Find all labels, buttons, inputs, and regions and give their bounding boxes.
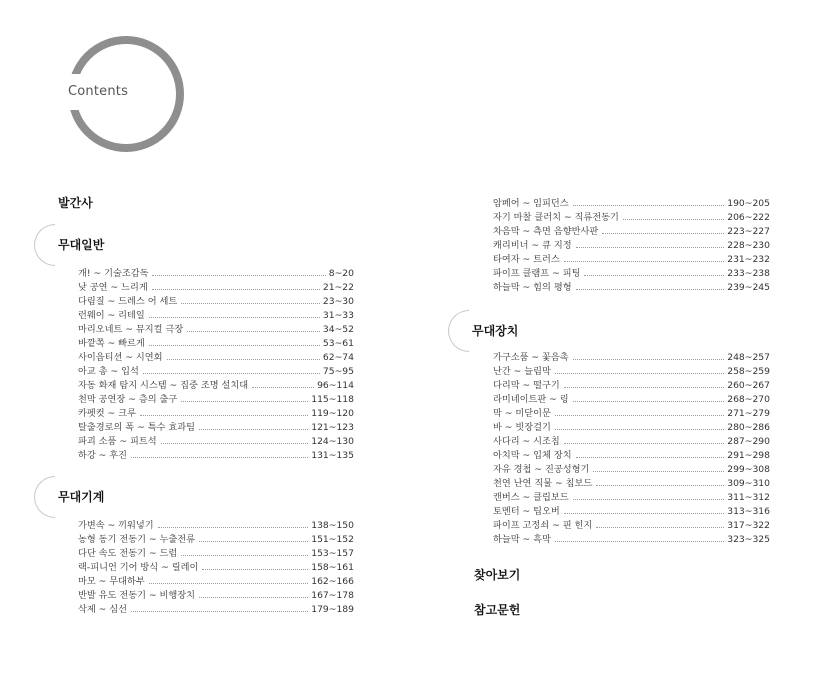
toc-entry-pages: 248~257: [727, 352, 770, 363]
toc-entry-pages: 260~267: [727, 380, 770, 391]
toc-entry-pages: 309~310: [727, 478, 770, 489]
dot-leader: [564, 261, 724, 262]
toc-entry-pages: 121~123: [311, 422, 354, 433]
toc-entry-title: 농형 동기 전동기 ~ 누출전류: [78, 534, 196, 545]
toc-entry-title: 캔버스 ~ 클립보드: [493, 492, 569, 503]
dot-leader: [149, 583, 308, 584]
toc-entry-pages: 151~152: [311, 534, 354, 545]
dot-leader: [140, 415, 308, 416]
dot-leader: [199, 429, 308, 430]
toc-entry-pages: 8~20: [328, 268, 354, 279]
toc-entry-pages: 96~114: [317, 380, 354, 391]
toc-entry-title: 토멘터 ~ 팁오버: [493, 506, 560, 517]
toc-entry-title: 사이읍티션 ~ 시연회: [78, 352, 163, 363]
toc-entry-pages: 21~22: [322, 282, 354, 293]
dot-leader: [199, 597, 308, 598]
toc-entry-title: 하늘막 ~ 힘의 평형: [493, 282, 572, 293]
toc-entry-pages: 323~325: [727, 534, 770, 545]
toc-entry[interactable]: [78, 517, 354, 531]
toc-entry[interactable]: [493, 195, 770, 209]
toc-entry[interactable]: [78, 335, 354, 349]
toc-entry-title: 탈출경로의 폭 ~ 특수 효과팀: [78, 422, 196, 433]
toc-entry[interactable]: [493, 447, 770, 461]
toc-entry-pages: 119~120: [311, 408, 354, 419]
dot-leader: [584, 275, 724, 276]
dot-leader: [555, 541, 724, 542]
toc-entry-pages: 53~61: [322, 338, 354, 349]
toc-entry-title: 파이프 클램프 ~ 피팅: [493, 268, 581, 279]
toc-entry[interactable]: [78, 293, 354, 307]
toc-entry-title: 자동 화재 탐지 시스템 ~ 집중 조명 설치대: [78, 380, 249, 391]
toc-entry[interactable]: [493, 489, 770, 503]
toc-entry[interactable]: [493, 405, 770, 419]
toc-entry-pages: 313~316: [727, 506, 770, 517]
toc-entry-pages: 179~189: [311, 604, 354, 615]
toc-entry-pages: 138~150: [311, 520, 354, 531]
toc-entry-title: 반발 유도 전동기 ~ 비행장치: [78, 590, 196, 601]
toc-entry-title: 삭제 ~ 심선: [78, 604, 128, 615]
toc-entry[interactable]: [78, 545, 354, 559]
toc-entry-title: 바깥쪽 ~ 빠르게: [78, 338, 145, 349]
dot-leader: [202, 569, 308, 570]
toc-entry[interactable]: [493, 517, 770, 531]
toc-entry-title: 차음막 ~ 측면 음향반사판: [493, 226, 599, 237]
toc-entry-title: 천연 난연 직물 ~ 칩보드: [493, 478, 593, 489]
toc-entry-title: 타여자 ~ 트러스: [493, 254, 560, 265]
dot-leader: [573, 499, 725, 500]
toc-entry[interactable]: [493, 461, 770, 475]
preface-link[interactable]: 발간사: [58, 196, 93, 210]
index-link[interactable]: 찾아보기: [474, 568, 521, 582]
toc-entry[interactable]: [78, 573, 354, 587]
toc-entry-title: 아치막 ~ 입체 장치: [493, 450, 572, 461]
toc-entry-pages: 231~232: [727, 254, 770, 265]
dot-leader: [143, 373, 320, 374]
dot-leader: [149, 345, 320, 346]
dot-leader: [596, 527, 724, 528]
dot-leader: [181, 303, 320, 304]
toc-entry[interactable]: [493, 265, 770, 279]
toc-entry-title: 자유 경첩 ~ 진공성형기: [493, 464, 590, 475]
toc-entry-title: 사다리 ~ 시조칩: [493, 436, 560, 447]
toc-list-stage-machinery: [78, 517, 354, 615]
dot-leader: [555, 373, 724, 374]
toc-entry[interactable]: [78, 377, 354, 391]
toc-entry-pages: 311~312: [727, 492, 770, 503]
toc-entry-pages: 75~95: [322, 366, 354, 377]
toc-entry-pages: 190~205: [727, 198, 770, 209]
toc-entry-title: 라미네이트판 ~ 링: [493, 394, 569, 405]
dot-leader: [596, 485, 724, 486]
dot-leader: [131, 457, 308, 458]
logo-text: Contents: [68, 84, 129, 99]
toc-entry[interactable]: [493, 377, 770, 391]
dot-leader: [152, 289, 320, 290]
toc-entry-pages: 317~322: [727, 520, 770, 531]
dot-leader: [623, 219, 724, 220]
toc-entry-title: 가구소품 ~ 꽃음촉: [493, 352, 569, 363]
dot-leader: [555, 429, 724, 430]
toc-entry-title: 파이프 고정쇠 ~ 핀 힌지: [493, 520, 593, 531]
toc-entry[interactable]: [493, 237, 770, 251]
dot-leader: [181, 555, 308, 556]
dot-leader: [564, 513, 724, 514]
toc-entry-pages: 228~230: [727, 240, 770, 251]
dot-leader: [602, 233, 724, 234]
toc-entry-pages: 34~52: [322, 324, 354, 335]
toc-entry[interactable]: [493, 223, 770, 237]
toc-entry-title: 다림질 ~ 드레스 어 세트: [78, 296, 178, 307]
toc-entry[interactable]: [493, 251, 770, 265]
dot-leader: [252, 387, 314, 388]
toc-entry[interactable]: [493, 363, 770, 377]
dot-leader: [181, 401, 308, 402]
toc-entry-pages: 287~290: [727, 436, 770, 447]
toc-entry-pages: 167~178: [311, 590, 354, 601]
toc-entry[interactable]: [78, 447, 354, 461]
toc-entry[interactable]: [493, 433, 770, 447]
toc-entry-title: 다단 속도 전동기 ~ 드럼: [78, 548, 178, 559]
toc-entry-title: 낮 공연 ~ 느리게: [78, 282, 148, 293]
toc-list-stage-general: [78, 265, 354, 461]
toc-entry-pages: 299~308: [727, 464, 770, 475]
section-title: 무대일반: [58, 238, 105, 252]
toc-entry-pages: 153~157: [311, 548, 354, 559]
toc-entry-title: 막 ~ 미닫이문: [493, 408, 551, 419]
toc-entry-pages: 124~130: [311, 436, 354, 447]
toc-entry-pages: 280~286: [727, 422, 770, 433]
toc-entry-pages: 258~259: [727, 366, 770, 377]
toc-entry-title: 암페어 ~ 임피던스: [493, 198, 569, 209]
toc-entry[interactable]: [78, 265, 354, 279]
toc-entry[interactable]: [493, 475, 770, 489]
toc-entry-pages: 158~161: [311, 562, 354, 573]
toc-entry[interactable]: [493, 279, 770, 293]
dot-leader: [187, 331, 320, 332]
references-link[interactable]: 참고문헌: [474, 603, 521, 617]
toc-entry-title: 캐리비너 ~ 큐 지정: [493, 240, 572, 251]
toc-entry[interactable]: [78, 433, 354, 447]
dot-leader: [152, 275, 325, 276]
toc-entry[interactable]: [78, 321, 354, 335]
toc-entry-title: 자기 마찰 클러치 ~ 직류전동기: [493, 212, 619, 223]
toc-entry-title: 하늘막 ~ 흑막: [493, 534, 551, 545]
toc-entry-pages: 291~298: [727, 450, 770, 461]
toc-entry-title: 가변속 ~ 끼워넣기: [78, 520, 154, 531]
toc-entry-title: 런웨이 ~ 리테일: [78, 310, 145, 321]
dot-leader: [167, 359, 320, 360]
dot-leader: [131, 611, 308, 612]
toc-list-machinery-continued: [493, 195, 770, 293]
contents-logo: [62, 34, 184, 152]
toc-entry-pages: 239~245: [727, 282, 770, 293]
toc-entry[interactable]: [78, 531, 354, 545]
toc-entry-title: 아교 총 ~ 입석: [78, 366, 139, 377]
toc-entry-title: 파괴 소품 ~ 피트석: [78, 436, 157, 447]
dot-leader: [576, 289, 725, 290]
toc-entry-title: 하강 ~ 후진: [78, 450, 128, 461]
toc-entry[interactable]: [78, 391, 354, 405]
toc-entry-pages: 271~279: [727, 408, 770, 419]
toc-entry[interactable]: [78, 279, 354, 293]
toc-entry[interactable]: [78, 559, 354, 573]
toc-entry-title: 마모 ~ 무대하부: [78, 576, 145, 587]
toc-entry-pages: 131~135: [311, 450, 354, 461]
toc-entry[interactable]: [493, 531, 770, 545]
toc-entry-title: 천막 공연장 ~ 층의 출구: [78, 394, 178, 405]
toc-entry[interactable]: [78, 405, 354, 419]
toc-entry-title: 난간 ~ 늘림막: [493, 366, 551, 377]
toc-entry-pages: 23~30: [322, 296, 354, 307]
dot-leader: [564, 387, 724, 388]
toc-entry[interactable]: [78, 307, 354, 321]
toc-entry[interactable]: [493, 503, 770, 517]
dot-leader: [593, 471, 724, 472]
dot-leader: [158, 527, 309, 528]
toc-entry-pages: 223~227: [727, 226, 770, 237]
dot-leader: [199, 541, 308, 542]
toc-entry-pages: 62~74: [322, 352, 354, 363]
toc-entry[interactable]: [78, 363, 354, 377]
dot-leader: [573, 359, 725, 360]
dot-leader: [555, 415, 724, 416]
toc-entry-title: 랙-피니언 기어 방식 ~ 릴레이: [78, 562, 199, 573]
toc-entry-pages: 206~222: [727, 212, 770, 223]
toc-entry[interactable]: [78, 419, 354, 433]
section-title: 무대장치: [472, 324, 519, 338]
dot-leader: [161, 443, 309, 444]
toc-entry-title: 다리막 ~ 떨구기: [493, 380, 560, 391]
dot-leader: [573, 205, 725, 206]
toc-entry[interactable]: [78, 587, 354, 601]
dot-leader: [149, 317, 320, 318]
dot-leader: [576, 247, 725, 248]
toc-entry-pages: 268~270: [727, 394, 770, 405]
section-title: 무대기계: [58, 490, 105, 504]
toc-entry-pages: 31~33: [322, 310, 354, 321]
toc-entry[interactable]: [493, 349, 770, 363]
toc-entry[interactable]: [78, 349, 354, 363]
toc-entry-title: 바 ~ 빗장걸기: [493, 422, 551, 433]
toc-entry-pages: 233~238: [727, 268, 770, 279]
toc-entry-pages: 162~166: [311, 576, 354, 587]
dot-leader: [573, 401, 725, 402]
toc-list-stage-scenery: [493, 349, 770, 545]
toc-entry[interactable]: [493, 209, 770, 223]
dot-leader: [564, 443, 724, 444]
toc-entry[interactable]: [493, 391, 770, 405]
toc-entry[interactable]: [78, 601, 354, 615]
dot-leader: [576, 457, 725, 458]
toc-entry-title: 카펫컷 ~ 크루: [78, 408, 136, 419]
toc-entry-title: 개! ~ 기술조감독: [78, 268, 149, 279]
toc-entry-title: 마리오네트 ~ 뮤지컬 극장: [78, 324, 184, 335]
toc-entry[interactable]: [493, 419, 770, 433]
toc-entry-pages: 115~118: [311, 394, 354, 405]
